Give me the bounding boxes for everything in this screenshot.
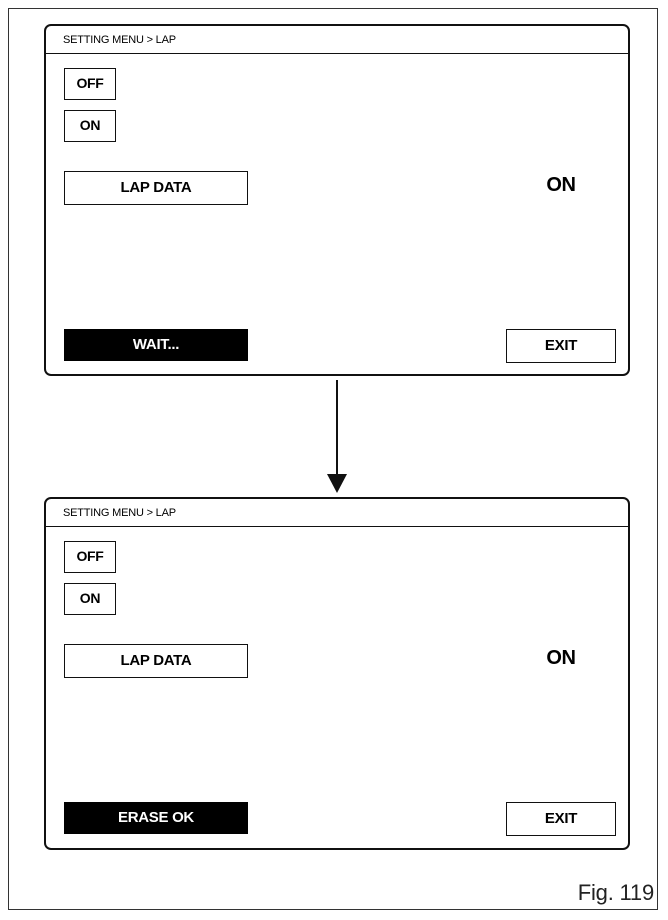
on-option-button[interactable]: ON <box>64 583 116 615</box>
wait-message: WAIT... <box>64 329 248 361</box>
exit-button[interactable]: EXIT <box>506 802 616 836</box>
exit-button[interactable]: EXIT <box>506 329 616 363</box>
screen-before <box>44 24 630 376</box>
screen-header: SETTING MENU > LAP <box>46 26 628 54</box>
erase-ok-message: ERASE OK <box>64 802 248 834</box>
lap-data-button[interactable]: LAP DATA <box>64 644 248 678</box>
off-option-button[interactable]: OFF <box>64 68 116 100</box>
lap-data-button[interactable]: LAP DATA <box>64 171 248 205</box>
status-value: ON <box>546 647 576 669</box>
on-option-button[interactable]: ON <box>64 110 116 142</box>
figure-label: Fig. 119 <box>577 880 654 905</box>
arrow-down-icon <box>322 380 352 494</box>
screen-after <box>44 497 630 850</box>
status-value: ON <box>546 174 576 196</box>
screen-header: SETTING MENU > LAP <box>46 499 628 527</box>
off-option-button[interactable]: OFF <box>64 541 116 573</box>
